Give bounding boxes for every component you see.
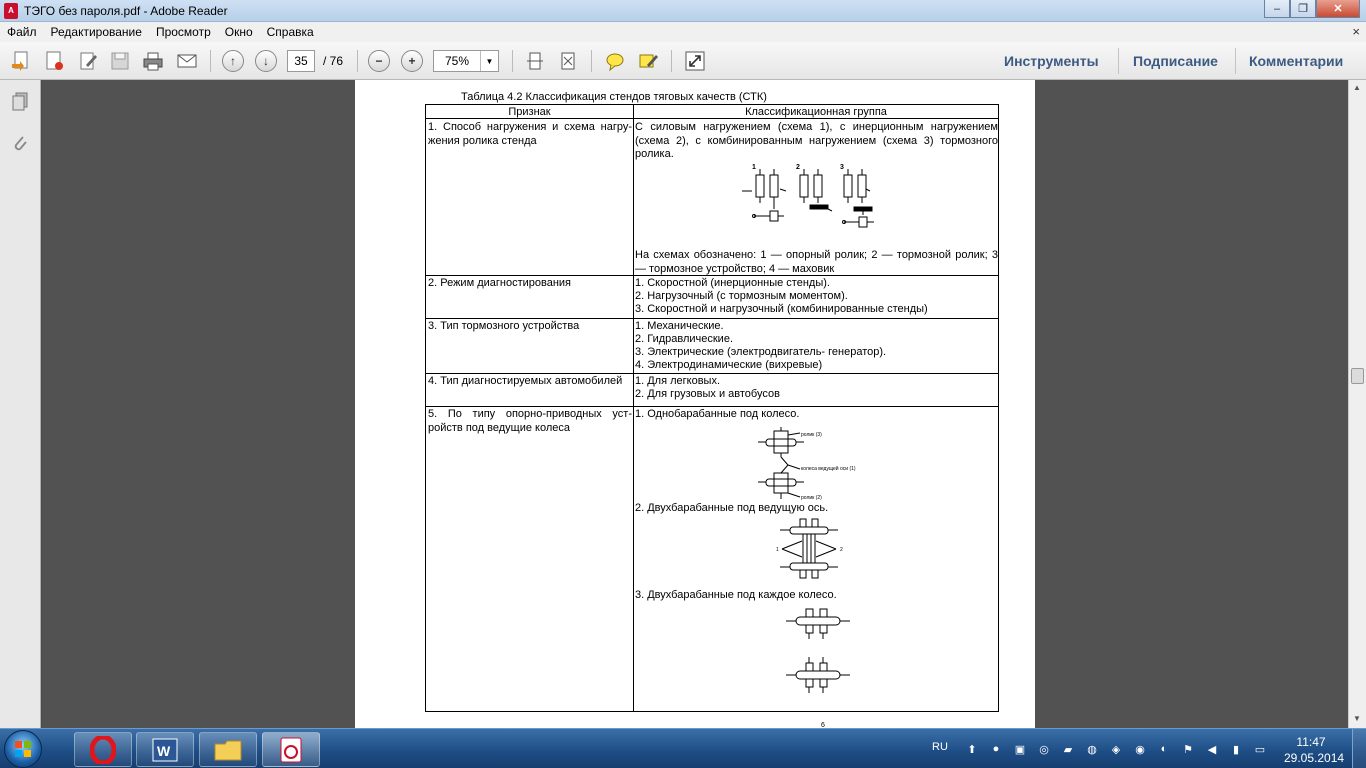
row5-line2: 2. Двухбарабанные под ведущую ось. — [635, 502, 829, 514]
zoom-value: 75% — [444, 54, 470, 68]
row2-line2: 2. Нагрузочный (с тормозным моментом). — [635, 290, 848, 302]
row1-note: На схемах обозначено: 1 — опорный ролик; 2 — тормозной ролик; 3 — тормозное устройство; 4 — маховик — [635, 249, 998, 275]
row1-group: С силовым нагружением (схема 1), с инерционным нагружением (схема 2), с комбинированным нагружением (схема 3) тормозного ролика. — [635, 121, 998, 160]
adobe-reader-taskbar-icon[interactable] — [262, 732, 320, 767]
scroll-thumb[interactable] — [1351, 368, 1364, 384]
row2-line3: 3. Скоростной и нагрузочный (комбинированные стенды) — [635, 303, 928, 315]
taskbar — [0, 728, 1366, 768]
comment-icon[interactable] — [603, 49, 627, 73]
explorer-taskbar-icon[interactable] — [199, 732, 257, 767]
chevron-down-icon[interactable]: ▼ — [480, 51, 498, 71]
tray-cloud-icon[interactable]: ◍ — [1087, 743, 1097, 756]
row4-criterion: 4. Тип диагностируемых автомобилей — [428, 375, 623, 387]
tray-device-icon[interactable]: ◐ — [1160, 743, 1168, 755]
edit-icon[interactable] — [76, 49, 100, 73]
tray-ati-icon[interactable]: ▰ — [1063, 743, 1073, 756]
svg-text:W: W — [157, 742, 171, 759]
pdf-page — [355, 80, 1035, 728]
row5-line3: 3. Двухбарабанные под каждое колесо. — [635, 589, 837, 601]
tray-security-icon[interactable]: ◉ — [1135, 743, 1145, 756]
language-indicator[interactable]: RU — [932, 741, 948, 753]
menu-bar — [0, 22, 1366, 42]
print-icon[interactable] — [141, 49, 165, 73]
tray-graphics-icon[interactable]: ◈ — [1111, 743, 1121, 756]
title-bar — [0, 0, 1366, 22]
tray-upload-icon[interactable]: ⬆ — [967, 743, 977, 756]
svg-text:2: 2 — [840, 547, 843, 553]
tray-monitor-icon[interactable]: ▣ — [1014, 743, 1026, 756]
menu-window[interactable]: Окно — [224, 25, 253, 39]
start-button[interactable] — [4, 730, 42, 768]
row1-criterion: 1. Способ нагружения и схема нагру-жения ролика стенда — [428, 121, 632, 147]
attachment-icon[interactable] — [9, 132, 31, 154]
row3-line1: 1. Механические. — [635, 320, 724, 332]
tray-signal-icon[interactable]: ▮ — [1232, 743, 1240, 756]
row3-criterion: 3. Тип тормозного устройства — [428, 320, 580, 332]
tray-power-icon[interactable]: ▭ — [1254, 743, 1266, 756]
convert-pdf-icon[interactable] — [42, 49, 66, 73]
word-taskbar-icon[interactable] — [136, 732, 194, 767]
window-title: ТЭГО без пароля.pdf - Adobe Reader — [24, 3, 228, 18]
double-drum-wheel-figure — [786, 607, 850, 707]
page-up-icon[interactable]: ↑ — [222, 50, 244, 72]
show-desktop-button[interactable] — [1352, 729, 1366, 768]
tray-app-icon[interactable]: ● — [992, 743, 1000, 755]
sign-link[interactable]: Подписание — [1133, 53, 1218, 69]
opera-taskbar-icon[interactable] — [74, 732, 132, 767]
fig-label-roller-2: ролик (2) — [801, 495, 822, 501]
header-group: Классификационная группа — [745, 106, 887, 118]
single-drum-figure — [756, 427, 876, 505]
fig-label-wheels-1: колеса ведущей оси (1) — [801, 466, 856, 472]
clock-date: 29.05.2014 — [1284, 751, 1345, 765]
fig-label-3: 3 — [840, 164, 844, 171]
fit-width-icon[interactable] — [556, 49, 580, 73]
clock[interactable] — [1284, 734, 1345, 766]
row3-line2: 2. Гидравлические. — [635, 333, 734, 345]
expand-icon[interactable] — [683, 49, 707, 73]
email-icon[interactable] — [175, 49, 199, 73]
save-icon[interactable] — [108, 49, 132, 73]
fig-label-2: 2 — [796, 164, 800, 171]
zoom-in-icon[interactable]: + — [401, 50, 423, 72]
header-criterion: Признак — [508, 106, 551, 118]
menu-edit[interactable]: Редактирование — [50, 25, 142, 39]
row5-line1: 1. Однобарабанные под колесо. — [635, 408, 800, 420]
tray-sync-icon[interactable]: ◎ — [1039, 743, 1049, 756]
row4-line1: 1. Для легковых. — [635, 375, 721, 387]
menu-help[interactable]: Справка — [266, 25, 314, 39]
create-pdf-icon[interactable] — [9, 49, 33, 73]
minimize-button[interactable]: ‒ — [1264, 0, 1290, 18]
zoom-out-icon[interactable]: − — [368, 50, 390, 72]
row3-line3: 3. Электрические (электродвигатель- генератор). — [635, 346, 887, 358]
menu-file[interactable]: Файл — [7, 25, 37, 39]
row2-line1: 1. Скоростной (инерционные стенды). — [635, 277, 830, 289]
page-total: / 76 — [323, 54, 344, 68]
scroll-down-icon[interactable]: ▼ — [1353, 714, 1361, 723]
clock-time: 11:47 — [1296, 735, 1326, 749]
fig-label-1: 1 — [752, 164, 756, 171]
zoom-select[interactable] — [433, 50, 499, 72]
row3-line4: 4. Электродинамические (вихревые) — [635, 359, 823, 371]
menu-view[interactable]: Просмотр — [155, 25, 211, 39]
table-caption: Таблица 4.2 Классификация стендов тяговых качеств (СТК) — [461, 91, 767, 103]
pages-icon[interactable] — [9, 90, 31, 112]
row4-line2: 2. Для грузовых и автобусов — [635, 388, 780, 400]
navigation-pane — [0, 80, 41, 728]
row2-criterion: 2. Режим диагностирования — [428, 277, 572, 289]
highlight-icon[interactable] — [636, 49, 660, 73]
footer-mark: 6 — [821, 722, 825, 728]
tray-flag-icon[interactable]: ⚑ — [1183, 743, 1193, 756]
svg-text:1: 1 — [776, 547, 779, 553]
page-number-input[interactable]: 35 — [287, 50, 315, 72]
document-view[interactable] — [42, 80, 1348, 728]
toolbar — [0, 42, 1366, 80]
vertical-scrollbar[interactable] — [1348, 80, 1366, 728]
scroll-up-icon[interactable]: ▲ — [1353, 83, 1361, 92]
adobe-reader-icon: A — [4, 3, 18, 19]
tools-link[interactable]: Инструменты — [1004, 53, 1099, 69]
loading-schemes-figure — [742, 161, 892, 243]
tray-volume-icon[interactable]: ◀ — [1207, 743, 1217, 756]
document-close-button[interactable]: × — [1352, 24, 1360, 39]
fig-label-roller-3: ролик (3) — [801, 432, 822, 438]
double-drum-axle-figure — [776, 517, 848, 585]
comments-link[interactable]: Комментарии — [1249, 53, 1344, 69]
classification-table — [425, 104, 999, 712]
restore-button[interactable]: ❐ — [1290, 0, 1316, 18]
row5-criterion: 5. По типу опорно-приводных уст-ройств под ведущие колеса — [428, 408, 632, 434]
fit-page-icon[interactable] — [523, 49, 547, 73]
close-button[interactable]: ✕ — [1316, 0, 1360, 18]
page-down-icon[interactable]: ↓ — [255, 50, 277, 72]
